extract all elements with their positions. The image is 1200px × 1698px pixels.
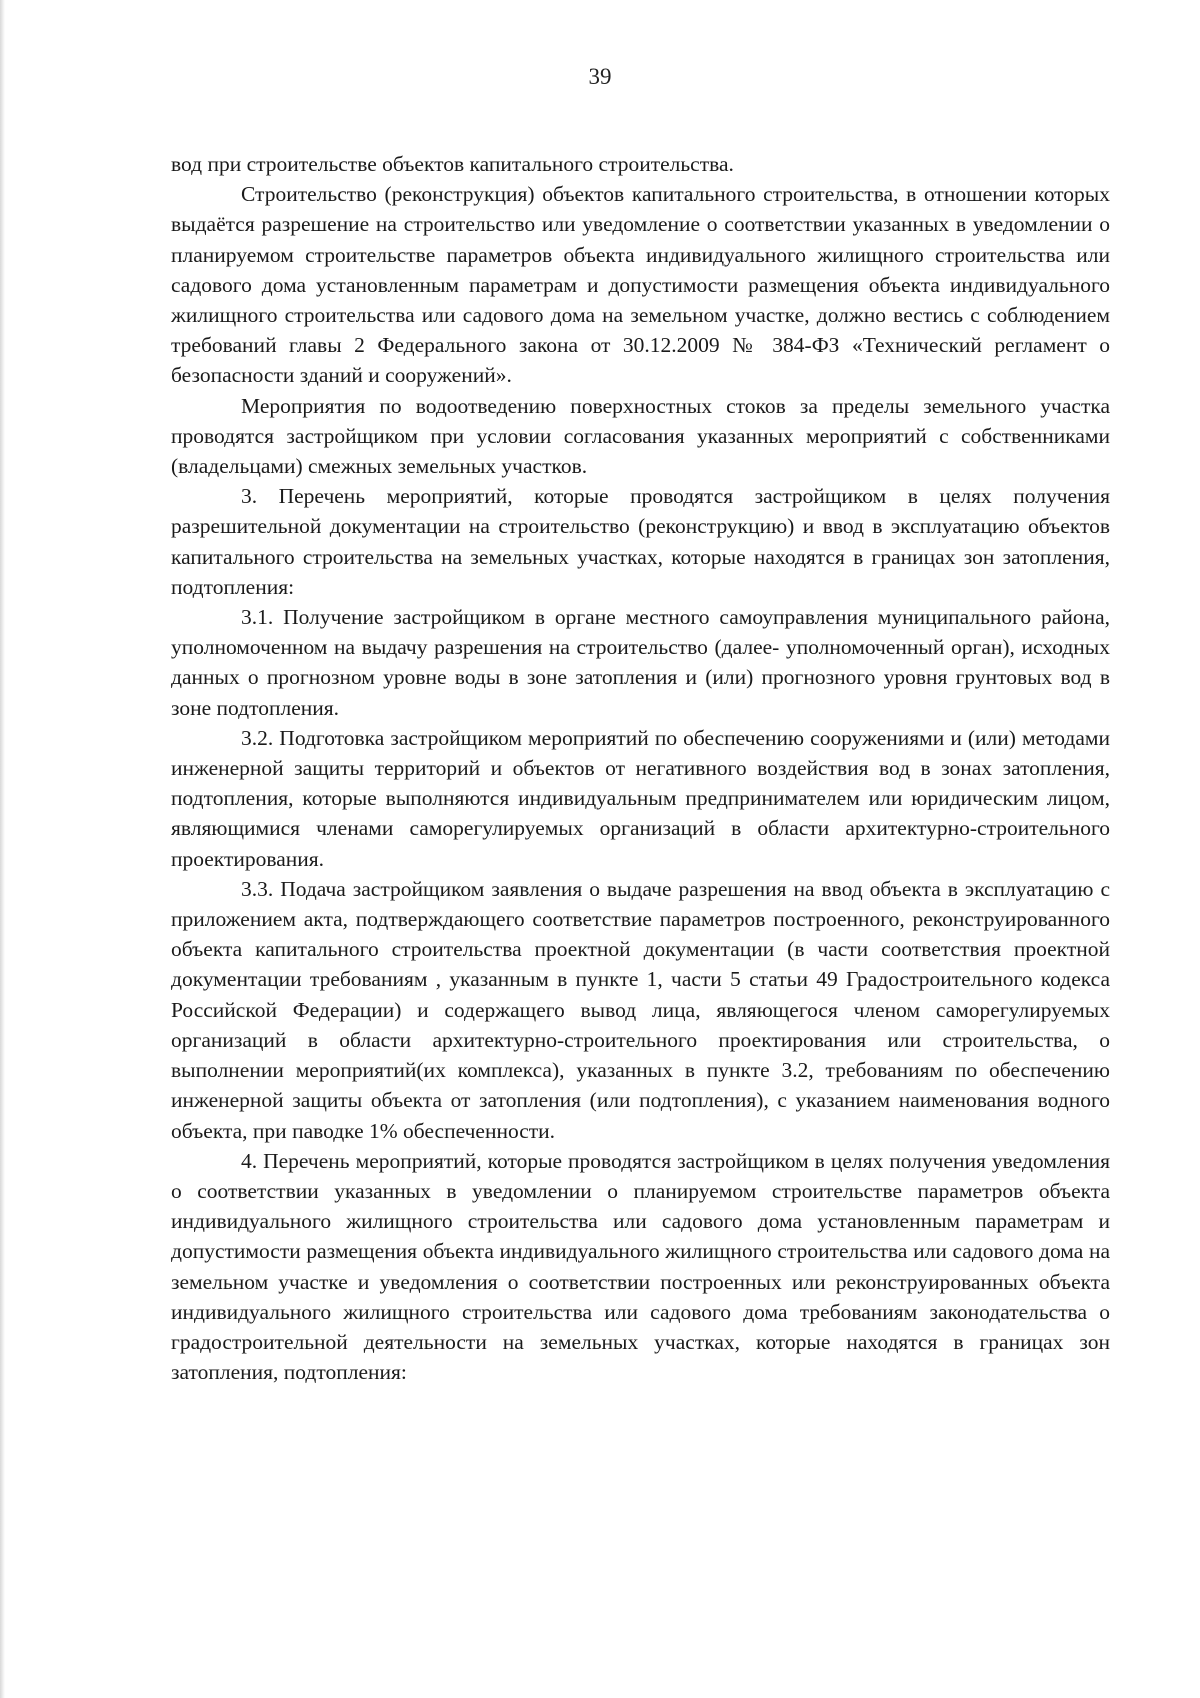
- paragraph-item-3: 3. Перечень мероприятий, которые проводятся застройщиком в целях получения разрешительной документации на строительство (реконструкцию) и ввод в эксплуатацию объектов капитального строительства на земельных участках, которые находятся в границах зон затопления, подтопления:: [171, 484, 1110, 599]
- document-body: [171, 149, 1110, 1387]
- paragraph: Строительство (реконструкция) объектов капитального строительства, в отношении которых выдаётся разрешение на строительство или уведомление о соответствии указанных в уведомлении о планируемом строительстве параметров объекта индивидуального жилищного строительства или садового дома установленным параметрам и допустимости размещения объекта индивидуального жилищного строительства или садового дома на земельном участке, должно вестись с соблюдением требований главы 2 Федерального закона от 30.12.2009 № 384-ФЗ «Технический регламент о безопасности зданий и сооружений».: [171, 182, 1110, 388]
- page-number: 39: [588, 64, 612, 89]
- paragraph: Мероприятия по водоотведению поверхностных стоков за пределы земельного участка проводятся застройщиком при условии согласования указанных мероприятий с собственниками (владельцами) смежных земельных участков.: [171, 393, 1110, 479]
- paragraph-item-3-3: 3.3. Подача застройщиком заявления о выдаче разрешения на ввод объекта в эксплуатацию с приложением акта, подтверждающего соответствие параметров построенного, реконструированного объекта капитального строительства проектной документации (в части соответствия проектной документации требованиям , указанным в пункте 1, части 5 статьи 49 Градостроительного кодекса Российской Федерации) и содержащего вывод лица, являющегося членом саморегулируемых организаций в области архитектурно-строительного проектирования или строительства, о выполнении мероприятий(их комплекса), указанных в пункте 3.2, требованиям по обеспечению инженерной защиты объекта от затопления (или подтопления), с указанием наименования водного объекта, при паводке 1% обеспеченности.: [171, 876, 1110, 1143]
- scan-edge: [0, 0, 5, 1698]
- paragraph-continuation: вод при строительстве объектов капитального строительства.: [171, 152, 734, 176]
- paragraph-item-3-2: 3.2. Подготовка застройщиком мероприятий по обеспечению сооружениями и (или) методами инженерной защиты территорий и объектов от негативного воздействия вод в зонах затопления, подтопления, которые выполняются индивидуальным предпринимателем или юридическим лицом, являющимися членами саморегулируемых организаций в области архитектурно-строительного проектирования.: [171, 725, 1110, 871]
- paragraph-item-4: 4. Перечень мероприятий, которые проводятся застройщиком в целях получения уведомления о соответствии указанных в уведомлении о планируемом строительстве параметров объекта индивидуального жилищного строительства или садового дома установленным параметрам и допустимости размещения объекта индивидуального жилищного строительства или садового дома на земельном участке и уведомления о соответствии построенных или реконструированных объекта индивидуального жилищного строительства или садового дома требованиям законодательства о градостроительной деятельности на земельных участках, которые находятся в границах зон затопления, подтопления:: [171, 1148, 1110, 1385]
- paragraph-item-3-1: 3.1. Получение застройщиком в органе местного самоуправления муниципального района, уполномоченном на выдачу разрешения на строительство (далее- уполномоченный орган), исходных данных о прогнозном уровне воды в зоне затопления и (или) прогнозного уровня грунтовых вод в зоне подтопления.: [171, 605, 1110, 720]
